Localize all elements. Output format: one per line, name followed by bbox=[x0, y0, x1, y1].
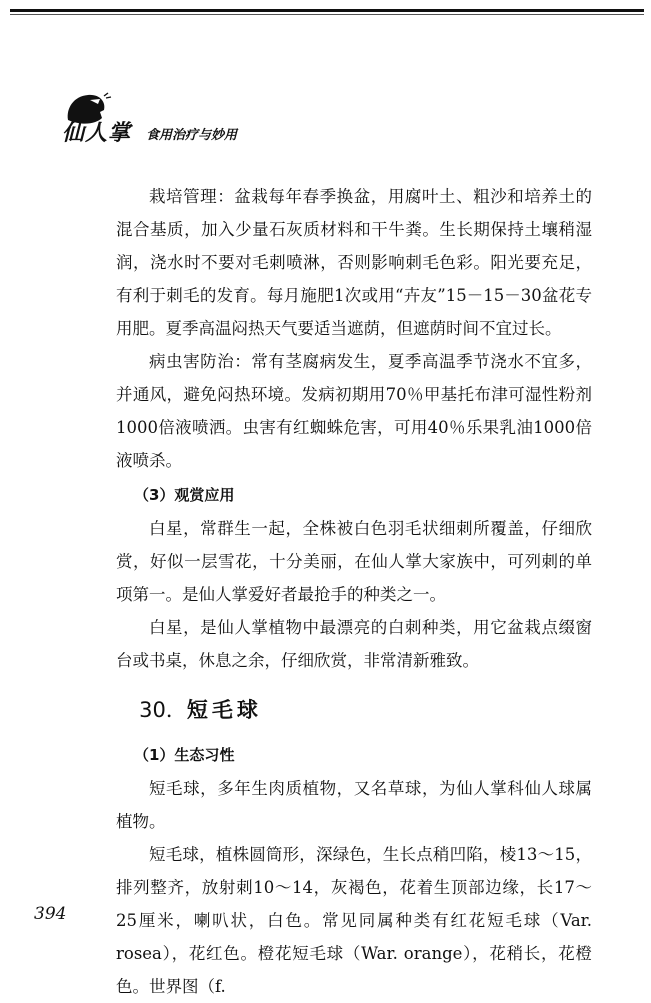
paragraph-cultivation: 栽培管理：盆栽每年春季换盆，用腐叶土、粗沙和培养土的混合基质，加入少量石灰质材料和干牛粪。生长期保持土壤稍湿润，浇水时不要对毛刺喷淋，否则影响刺毛色彩。阳光要充足，有利于刺毛的发育。每月施肥1次或用“卉友”15－15－30盆花专用肥。夏季高温闷热天气要适当遮荫，但遮荫时间不宜过长。 bbox=[116, 187, 592, 338]
section-heading bbox=[116, 693, 592, 727]
subheading-ecology: （1）生态习性 bbox=[134, 746, 235, 764]
paragraph-pest-control: 病虫害防治：常有茎腐病发生，夏季高温季节浇水不宜多，并通风，避免闷热环境。发病初期用70％甲基托布津可湿性粉剂1000倍液喷洒。虫害有红蜘蛛危害，可用40％乐果乳油1000倍液喷杀。 bbox=[116, 352, 592, 470]
top-rule-thin bbox=[10, 14, 644, 15]
paragraph-ornamental-1: 白星，常群生一起，全株被白色羽毛状细刺所覆盖，仔细欣赏，好似一层雪花，十分美丽，在仙人掌大家族中，可列刺的单项第一。是仙人掌爱好者最抢手的种类之一。 bbox=[116, 519, 592, 604]
book-title: 仙人掌 bbox=[62, 120, 132, 146]
top-rule bbox=[10, 9, 644, 12]
paragraph-ornamental-2: 白星，是仙人掌植物中最漂亮的白刺种类，用它盆栽点缀窗台或书桌，休息之余，仔细欣赏，非常清新雅致。 bbox=[116, 618, 592, 670]
section-number: 30． bbox=[139, 698, 187, 722]
paragraph-ecology-1: 短毛球，多年生肉质植物，又名草球，为仙人掌科仙人球属植物。 bbox=[116, 779, 592, 831]
paragraph-ecology-2: 短毛球，植株圆筒形，深绿色，生长点稍凹陷，棱13～15，排列整齐，放射刺10～14，灰褐色，花着生顶部边缘，长17～25厘米，喇叭状，白色。常见同属种类有红花短毛球（Var. rosea），花红色。橙花短毛球（War. orange），花稍长，花橙色。世界图（f. bbox=[116, 845, 592, 996]
running-header bbox=[60, 90, 320, 150]
page-body bbox=[116, 180, 592, 1003]
book-subtitle: 食用治疗与妙用 bbox=[146, 128, 238, 143]
page-number: 394 bbox=[34, 904, 67, 924]
subheading-ornamental-use: （3）观赏应用 bbox=[134, 486, 235, 504]
section-title: 短毛球 bbox=[186, 698, 262, 722]
